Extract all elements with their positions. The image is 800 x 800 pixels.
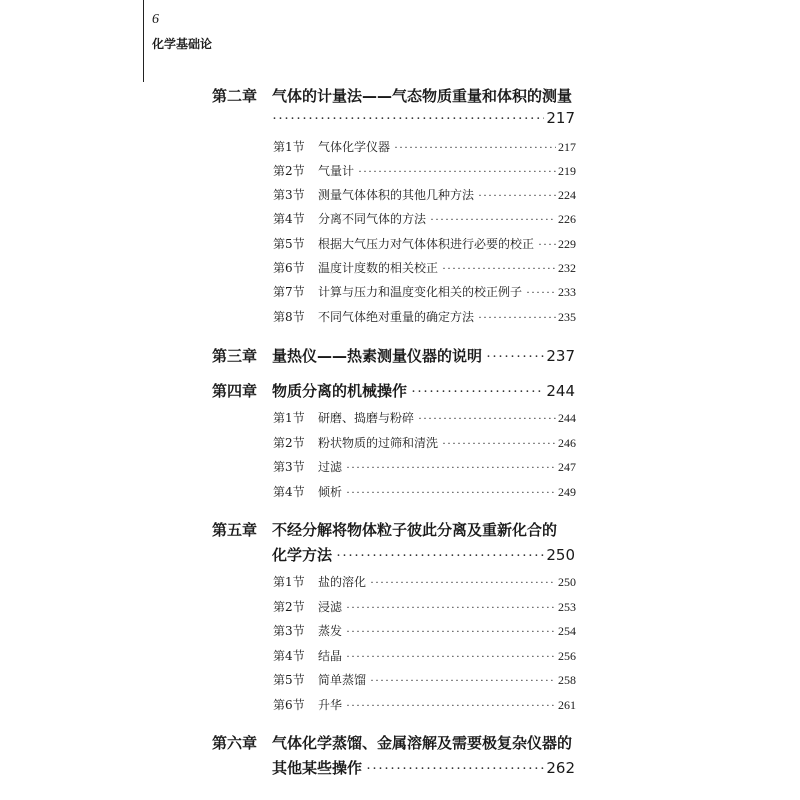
chapter-2-page: 217 <box>546 109 575 127</box>
section-page: 250 <box>558 575 576 589</box>
chapter-4-label[interactable]: 第四章 <box>212 382 258 400</box>
section-title: 简单蒸馏 <box>318 673 367 687</box>
chapter-5-title-row[interactable] <box>272 519 557 540</box>
section-page: 247 <box>558 460 576 474</box>
chapter-6-title-line2: 其他某些操作 <box>272 759 363 777</box>
section-title: 分离不同气体的方法 <box>318 212 427 226</box>
leader-dots <box>346 649 556 664</box>
toc-entry[interactable] <box>273 622 576 639</box>
section-number: 第6节 <box>273 261 305 275</box>
section-title: 浸滤 <box>318 600 343 614</box>
leader-dots <box>394 140 556 155</box>
leader-dots <box>346 600 556 615</box>
chapter-5-label[interactable]: 第五章 <box>212 521 258 539</box>
chapter-3-label[interactable]: 第三章 <box>212 347 258 365</box>
section-number: 第5节 <box>273 237 305 251</box>
chapter-4-title: 物质分离的机械操作 <box>272 382 408 400</box>
chapter-6-page-row[interactable] <box>272 757 575 778</box>
section-page: 258 <box>558 673 576 687</box>
toc-entry[interactable] <box>273 308 576 325</box>
section-title: 结晶 <box>318 649 343 663</box>
section-title: 不同气体绝对重量的确定方法 <box>318 310 475 324</box>
section-number: 第3节 <box>273 188 305 202</box>
section-number: 第4节 <box>273 212 305 226</box>
leader-dots <box>346 460 556 475</box>
leader-dots <box>526 285 556 300</box>
leader-dots <box>346 698 556 713</box>
section-title: 倾析 <box>318 485 343 499</box>
section-page: 224 <box>558 188 576 202</box>
section-number: 第2节 <box>273 164 305 178</box>
chapter-5-title-line1: 不经分解将物体粒子彼此分离及重新化合的 <box>272 521 558 539</box>
chapter-2-label[interactable]: 第二章 <box>212 87 258 105</box>
section-page: 219 <box>558 164 576 178</box>
section-page: 217 <box>558 140 576 154</box>
section-title: 测量气体体积的其他几种方法 <box>318 188 475 202</box>
section-number: 第5节 <box>273 673 305 687</box>
book-title: 化学基础论 <box>152 37 213 51</box>
chapter-6-page: 262 <box>546 759 575 777</box>
section-title: 过滤 <box>318 460 343 474</box>
section-number: 第4节 <box>273 485 305 499</box>
section-number: 第2节 <box>273 600 305 614</box>
section-number: 第1节 <box>273 575 305 589</box>
section-title: 蒸发 <box>318 624 343 638</box>
toc-entry[interactable] <box>273 138 576 155</box>
toc-entry[interactable] <box>273 283 576 300</box>
section-page: 253 <box>558 600 576 614</box>
leader-dots <box>336 548 544 565</box>
section-number: 第1节 <box>273 140 305 154</box>
leader-dots <box>370 575 556 590</box>
leader-dots <box>478 188 556 203</box>
section-page: 256 <box>558 649 576 663</box>
chapter-4-row[interactable] <box>272 380 575 401</box>
section-title: 温度计度数的相关校正 <box>318 261 439 275</box>
leader-dots <box>272 111 544 128</box>
chapter-5-page-row[interactable] <box>272 544 575 565</box>
section-page: 246 <box>558 436 576 450</box>
toc-entry[interactable] <box>273 696 576 713</box>
section-page: 249 <box>558 485 576 499</box>
leader-dots <box>346 624 556 639</box>
section-title: 粉状物质的过筛和清洗 <box>318 436 439 450</box>
chapter-3-page: 237 <box>546 347 575 365</box>
section-page: 235 <box>558 310 576 324</box>
section-page: 226 <box>558 212 576 226</box>
chapter-6-title-line1: 气体化学蒸馏、金属溶解及需要极复杂仪器的 <box>272 734 573 752</box>
toc-entry[interactable] <box>273 458 576 475</box>
section-page: 254 <box>558 624 576 638</box>
section-page: 261 <box>558 698 576 712</box>
section-number: 第6节 <box>273 698 305 712</box>
chapter-4-page: 244 <box>546 382 575 400</box>
section-title: 盐的溶化 <box>318 575 367 589</box>
leader-dots <box>442 436 556 451</box>
section-page: 232 <box>558 261 576 275</box>
toc-entry[interactable] <box>273 409 576 426</box>
section-title: 气量计 <box>318 164 355 178</box>
page-number: 6 <box>152 12 159 27</box>
section-page: 229 <box>558 237 576 251</box>
chapter-2-title-row[interactable] <box>272 85 572 106</box>
chapter-3-row[interactable] <box>272 345 575 366</box>
toc-entry[interactable] <box>273 186 576 203</box>
toc-entry[interactable] <box>273 598 576 615</box>
section-title: 升华 <box>318 698 343 712</box>
section-title: 计算与压力和温度变化相关的校正例子 <box>318 285 523 299</box>
leader-dots <box>538 237 556 252</box>
section-number: 第8节 <box>273 310 305 324</box>
toc-entry[interactable] <box>273 259 576 276</box>
chapter-2-page-row[interactable] <box>272 109 575 128</box>
leader-dots <box>442 261 556 276</box>
leader-dots <box>411 384 544 401</box>
toc-entry[interactable] <box>273 671 576 688</box>
toc-entry[interactable] <box>273 162 576 179</box>
toc-entry[interactable] <box>273 210 576 227</box>
leader-dots <box>486 349 544 366</box>
chapter-6-title-row[interactable] <box>272 732 572 753</box>
chapter-5-title-line2: 化学方法 <box>272 546 333 564</box>
leader-dots <box>346 485 556 500</box>
section-page: 233 <box>558 285 576 299</box>
chapter-3-title: 量热仪——热素测量仪器的说明 <box>272 347 483 365</box>
section-title: 研磨、捣磨与粉碎 <box>318 411 415 425</box>
chapter-5-page: 250 <box>546 546 575 564</box>
section-number: 第3节 <box>273 624 305 638</box>
chapter-6-label[interactable]: 第六章 <box>212 734 258 752</box>
toc-entry[interactable] <box>273 483 576 500</box>
section-title: 根据大气压力对气体体积进行必要的校正 <box>318 237 535 251</box>
leader-dots <box>358 164 556 179</box>
toc-entry[interactable] <box>273 647 576 664</box>
section-number: 第1节 <box>273 411 305 425</box>
leader-dots <box>366 761 544 778</box>
leader-dots <box>430 212 556 227</box>
toc-entry[interactable] <box>273 573 576 590</box>
toc-entry[interactable] <box>273 434 576 451</box>
toc-entry[interactable] <box>273 235 576 252</box>
section-page: 244 <box>558 411 576 425</box>
section-title: 气体化学仪器 <box>318 140 391 154</box>
leader-dots <box>418 411 556 426</box>
section-number: 第3节 <box>273 460 305 474</box>
leader-dots <box>370 673 556 688</box>
leader-dots <box>478 310 556 325</box>
section-number: 第2节 <box>273 436 305 450</box>
chapter-2-title: 气体的计量法——气态物质重量和体积的测量 <box>272 87 573 105</box>
section-number: 第7节 <box>273 285 305 299</box>
section-number: 第4节 <box>273 649 305 663</box>
